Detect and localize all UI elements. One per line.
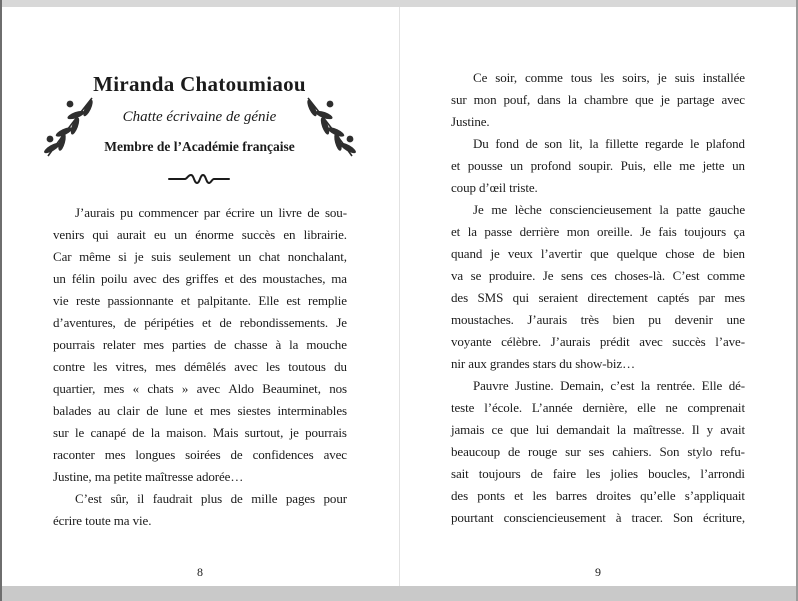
- chapter-subtitle: Chatte écrivaine de génie: [122, 109, 277, 125]
- text-line: J’aurais pu commencer par écrire un livre de sou-: [75, 205, 347, 220]
- text-line: quartier, mes « chats » avec Aldo Beauminet, nos: [53, 381, 347, 396]
- text-line: vie reste passionnante et palpitante. Elle est remplie: [53, 293, 347, 308]
- right-page-text: [451, 67, 745, 529]
- olive-branch-right-icon: [300, 90, 358, 162]
- text-line: teste l’école. L’année dernière, elle ne comprenait: [451, 400, 745, 415]
- text-line: contre les vitres, mes démêlés avec les toutous du: [53, 359, 347, 374]
- text-line: coup d’œil triste.: [451, 180, 538, 195]
- page-gutter-line: [399, 7, 400, 586]
- text-line: des ponts et les barres droites qu’elle s’appliquait: [451, 488, 745, 503]
- paragraph: [451, 67, 745, 133]
- text-line: venirs qui aurait eu un énorme succès en librairie.: [53, 227, 347, 242]
- text-line: raconter mes longues soirées de confidences avec: [53, 447, 347, 462]
- text-line: écrire toute ma vie.: [53, 513, 152, 528]
- text-line: Justine.: [451, 114, 490, 129]
- text-line: sait toujours de faire les jolies boucles, l’arrondi: [451, 466, 745, 481]
- text-line: C’est sûr, il faudrait plus de mille pages pour: [75, 491, 347, 506]
- text-line: sur mon pouf, dans la chambre que je partage avec: [451, 92, 745, 107]
- text-line: va se produire. Je sens ces choses-là. C’est comme: [451, 268, 745, 283]
- text-line: d’aventures, de péripéties et de rebondissements. Je: [53, 315, 347, 330]
- text-line: et pousse un profond soupir. Puis, elle me jette un: [451, 158, 745, 173]
- squiggle-divider-icon: [167, 171, 231, 187]
- text-line: pourrais relater mes parties de chasse à la mouche: [53, 337, 347, 352]
- text-line: sur le canapé de la maison. Mais surtout, je pourrais: [53, 425, 347, 440]
- page-number-right: 9: [595, 565, 601, 579]
- text-line: Du fond de son lit, la fillette regarde le plafond: [473, 136, 745, 151]
- text-line: pourtant consciencieusement à tracer. Son écriture,: [451, 510, 745, 525]
- page-number-left: 8: [197, 565, 203, 579]
- chapter-affiliation: Membre de l’Académie française: [104, 139, 295, 154]
- paragraph: [53, 202, 347, 488]
- paragraph: [53, 488, 347, 532]
- text-line: Car même si je suis seulement un chat nonchalant,: [53, 249, 347, 264]
- text-line: moustaches. J’aurais très bien pu devenir une: [451, 312, 745, 327]
- paragraph: [451, 199, 745, 375]
- text-line: Pauvre Justine. Demain, c’est la rentrée. Elle dé-: [473, 378, 745, 393]
- text-line: quand je veux l’avertir que quelque chose de bien: [451, 246, 745, 261]
- text-line: balades au clair de lune et mes siestes interminables: [53, 403, 347, 418]
- chapter-title: Miranda Chatoumiaou: [93, 72, 306, 96]
- text-line: beaucoup de rouge sur ses cahiers. Son stylo refu-: [451, 444, 745, 459]
- book-left-edge: [0, 0, 2, 601]
- text-line: des SMS qui seraient directement captés par mes: [451, 290, 745, 305]
- text-line: Je me lèche consciencieusement la patte gauche: [473, 202, 745, 217]
- text-line: voyante célèbre. J’aurais prédit avec succès l’ave-: [451, 334, 745, 349]
- paragraph: [451, 133, 745, 199]
- paragraph: [451, 375, 745, 529]
- text-line: un félin poilu avec des griffes et des moustaches, ma: [53, 271, 347, 286]
- book-top-edge: [0, 0, 798, 7]
- book-bottom-edge: [0, 586, 798, 601]
- text-line: nir aux grandes stars du show-biz…: [451, 356, 635, 371]
- text-line: Justine, ma petite maîtresse adorée…: [53, 469, 244, 484]
- left-page-text: [53, 202, 347, 532]
- text-line: et la passe derrière mon oreille. Je fais toujours ça: [451, 224, 745, 239]
- text-line: Ce soir, comme tous les soirs, je suis installée: [473, 70, 745, 85]
- text-line: jamais ce que lui demandait la maîtresse. Il y avait: [451, 422, 745, 437]
